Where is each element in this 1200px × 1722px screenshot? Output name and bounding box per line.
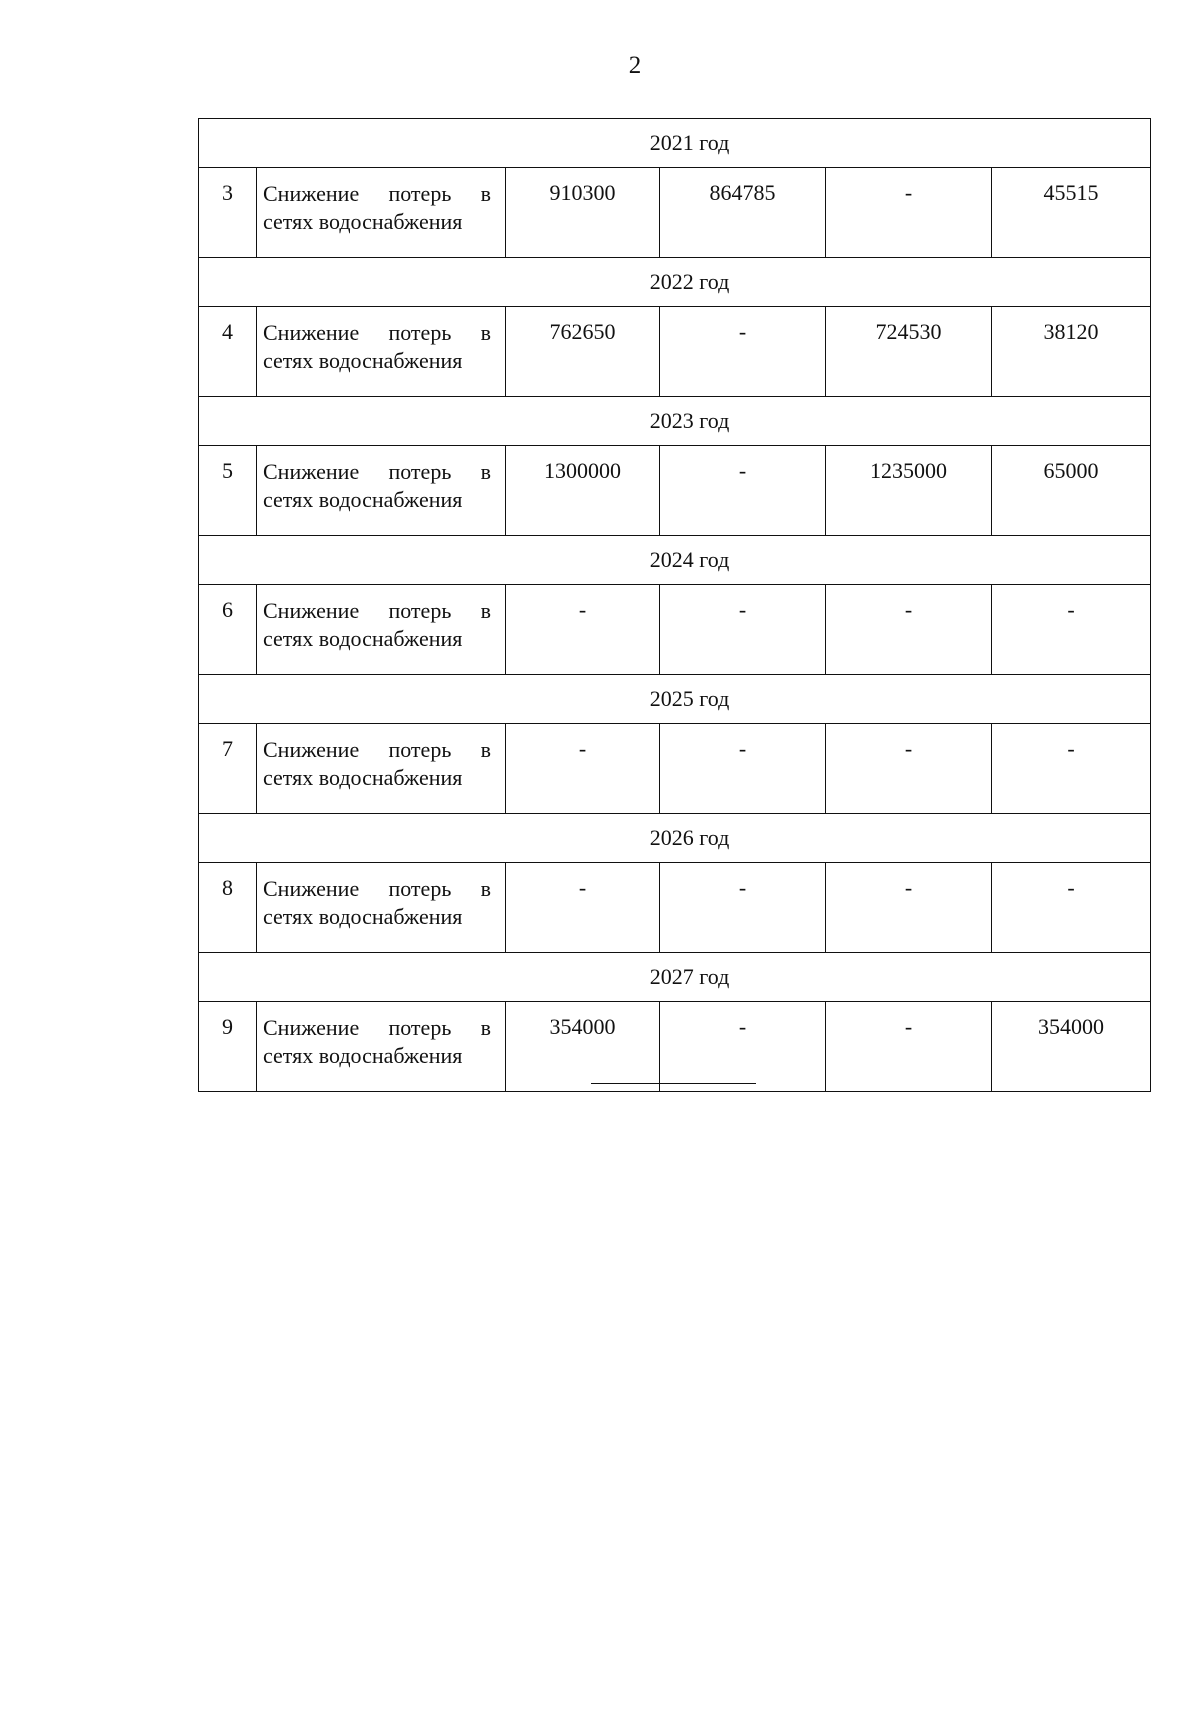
measure-name-word: Снижение <box>263 737 360 762</box>
row-number: 9 <box>199 1002 257 1092</box>
value-cell-3: - <box>826 1002 992 1092</box>
year-header-row <box>199 675 1151 724</box>
measure-name <box>257 863 506 953</box>
year-header: 2027 год <box>199 953 1151 1002</box>
measure-name <box>257 168 506 258</box>
value-cell-4: 45515 <box>992 168 1151 258</box>
year-header: 2023 год <box>199 397 1151 446</box>
measure-name-word: потерь <box>388 598 452 623</box>
year-header: 2025 год <box>199 675 1151 724</box>
table-row <box>199 168 1151 258</box>
value-cell-2: - <box>660 724 826 814</box>
year-header-row <box>199 536 1151 585</box>
value-cell-3: - <box>826 724 992 814</box>
year-header-row <box>199 953 1151 1002</box>
value-cell-4: - <box>992 724 1151 814</box>
row-number: 5 <box>199 446 257 536</box>
row-number: 7 <box>199 724 257 814</box>
measure-name-word: потерь <box>388 320 452 345</box>
measure-name-line1 <box>263 597 491 625</box>
value-cell-2: 864785 <box>660 168 826 258</box>
year-header: 2022 год <box>199 258 1151 307</box>
value-cell-2: - <box>660 446 826 536</box>
measure-name-word: в <box>480 737 491 762</box>
table-row <box>199 1002 1151 1092</box>
page-number: 2 <box>628 52 642 79</box>
value-cell-1: 762650 <box>506 307 660 397</box>
measure-name-word: потерь <box>388 1015 452 1040</box>
value-cell-1: - <box>506 585 660 675</box>
value-cell-1: 1300000 <box>506 446 660 536</box>
measure-name-line1 <box>263 875 491 903</box>
value-cell-4: 65000 <box>992 446 1151 536</box>
value-cell-2: - <box>660 585 826 675</box>
value-cell-4: 38120 <box>992 307 1151 397</box>
value-cell-3: - <box>826 585 992 675</box>
value-cell-1: - <box>506 724 660 814</box>
measure-name-line2: сетях водоснабжения <box>263 765 463 790</box>
measure-name-line1 <box>263 1014 491 1042</box>
measure-name-word: в <box>480 459 491 484</box>
measure-name-word: в <box>480 1015 491 1040</box>
year-header-row <box>199 814 1151 863</box>
measure-name-word: потерь <box>388 876 452 901</box>
measure-name <box>257 724 506 814</box>
table-row <box>199 307 1151 397</box>
measure-name-line2: сетях водоснабжения <box>263 1043 463 1068</box>
value-cell-1: 354000 <box>506 1002 660 1092</box>
measure-name <box>257 307 506 397</box>
measure-name <box>257 1002 506 1092</box>
measure-name-word: в <box>480 181 491 206</box>
measure-name-word: Снижение <box>263 1015 360 1040</box>
measure-name-line1 <box>263 180 491 208</box>
value-cell-2: - <box>660 307 826 397</box>
measure-name-word: в <box>480 876 491 901</box>
table-row <box>199 585 1151 675</box>
measure-name-word: в <box>480 320 491 345</box>
row-number: 8 <box>199 863 257 953</box>
year-header-row <box>199 258 1151 307</box>
measure-name-line2: сетях водоснабжения <box>263 904 463 929</box>
measure-name <box>257 585 506 675</box>
measure-name-line2: сетях водоснабжения <box>263 348 463 373</box>
value-cell-3: 724530 <box>826 307 992 397</box>
row-number: 4 <box>199 307 257 397</box>
measure-name-word: Снижение <box>263 459 360 484</box>
measure-name-line2: сетях водоснабжения <box>263 209 463 234</box>
measure-name-word: Снижение <box>263 181 360 206</box>
year-header-row <box>199 119 1151 168</box>
data-table <box>198 118 1151 1092</box>
row-number: 3 <box>199 168 257 258</box>
table-row <box>199 446 1151 536</box>
measure-name <box>257 446 506 536</box>
value-cell-3: - <box>826 168 992 258</box>
year-header-row <box>199 397 1151 446</box>
measure-name-word: потерь <box>388 181 452 206</box>
value-cell-2: - <box>660 863 826 953</box>
value-cell-3: - <box>826 863 992 953</box>
footer-rule <box>591 1083 756 1084</box>
measure-name-line1 <box>263 736 491 764</box>
value-cell-4: - <box>992 585 1151 675</box>
table-row <box>199 863 1151 953</box>
measure-name-line2: сетях водоснабжения <box>263 626 463 651</box>
measure-name-line2: сетях водоснабжения <box>263 487 463 512</box>
measure-name-word: потерь <box>388 459 452 484</box>
row-number: 6 <box>199 585 257 675</box>
measure-name-word: Снижение <box>263 876 360 901</box>
year-header: 2024 год <box>199 536 1151 585</box>
value-cell-4: - <box>992 863 1151 953</box>
value-cell-4: 354000 <box>992 1002 1151 1092</box>
measure-name-word: Снижение <box>263 598 360 623</box>
value-cell-3: 1235000 <box>826 446 992 536</box>
measure-name-word: в <box>480 598 491 623</box>
measure-name-line1 <box>263 319 491 347</box>
year-header: 2026 год <box>199 814 1151 863</box>
value-cell-1: 910300 <box>506 168 660 258</box>
measure-name-word: потерь <box>388 737 452 762</box>
year-header: 2021 год <box>199 119 1151 168</box>
measure-name-line1 <box>263 458 491 486</box>
table-row <box>199 724 1151 814</box>
value-cell-1: - <box>506 863 660 953</box>
measure-name-word: Снижение <box>263 320 360 345</box>
value-cell-2: - <box>660 1002 826 1092</box>
